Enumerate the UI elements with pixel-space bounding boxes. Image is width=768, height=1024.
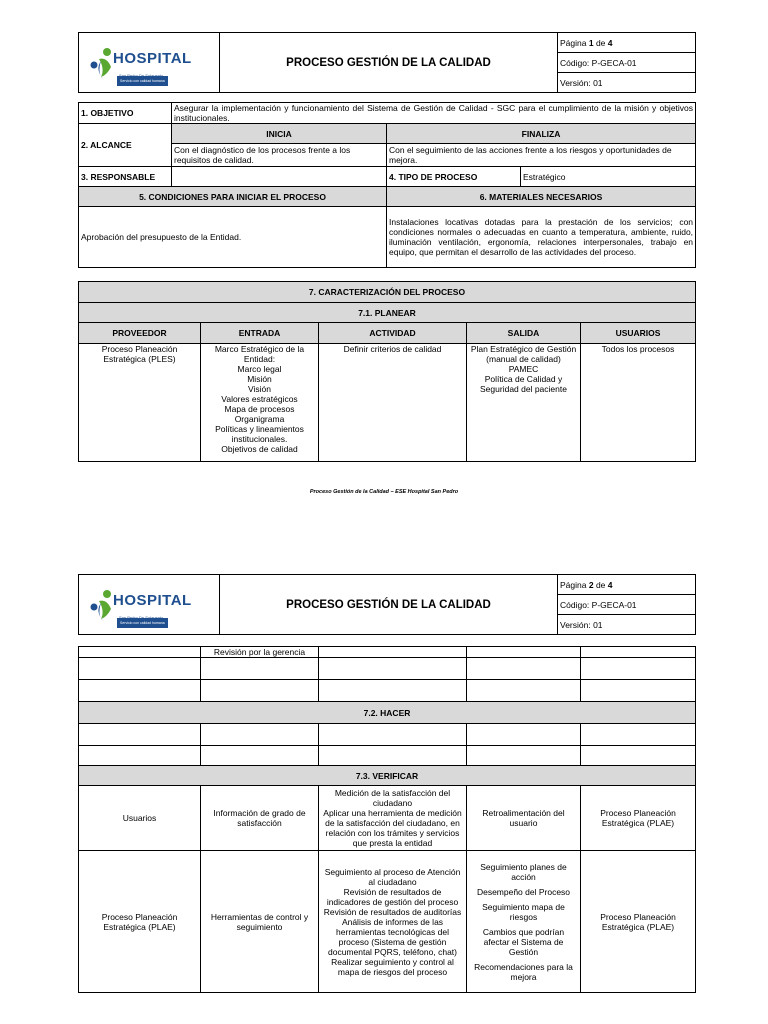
verificar-entrada-1: Información de grado de satisfacción (201, 786, 319, 851)
hospital-logo (79, 575, 220, 635)
list-item: Políticas y lineamientos institucionales. (215, 424, 304, 444)
page-footer: Proceso Gestión de la Calidad – ESE Hospital San Pedro (309, 489, 459, 495)
list-item: Valores estratégicos (221, 394, 298, 404)
materiales-label: 6. MATERIALES NECESARIOS (387, 187, 696, 207)
page-number: Página 2 de 4 (558, 575, 696, 595)
document-code: Código: P-GECA-01 (558, 595, 696, 615)
caracterizacion-table (78, 281, 696, 462)
list-item: Mapa de procesos (224, 404, 295, 414)
verificar-salida-2 (467, 851, 581, 993)
list-item: Recomendaciones para la mejora (474, 961, 573, 982)
general-info-table (78, 102, 696, 268)
verificar-actividad-1 (319, 786, 467, 851)
col-proveedor: PROVEEDOR (79, 323, 201, 344)
document-title: PROCESO GESTIÓN DE LA CALIDAD (220, 33, 558, 93)
verificar-actividad-2 (319, 851, 467, 993)
verificar-entrada-2: Herramientas de control y seguimiento (201, 851, 319, 993)
hacer-label: 7.2. HACER (79, 702, 696, 724)
list-item: Revisión de resultados de indicadores de gestión del proceso (326, 886, 459, 907)
table-row (79, 680, 696, 702)
col-usuarios: USUARIOS (581, 323, 696, 344)
list-item: Objetivos de calidad (221, 444, 298, 454)
list-item: Marco legal (237, 364, 282, 374)
tipo-proceso-text: Estratégico (521, 167, 696, 187)
logo-tagline: Servicio con calidad humana (117, 618, 168, 628)
list-item: Seguimiento planes de acción (480, 861, 567, 882)
list-item: PAMEC (508, 364, 539, 374)
caracterizacion-table-continued (78, 646, 696, 993)
list-item: Política de Calidad y Seguridad del paciente (480, 374, 567, 394)
table-row (79, 786, 696, 851)
table-row (79, 344, 696, 462)
list-item: Cambios que podrían afectar el Sistema de Gestión (482, 926, 565, 957)
table-row (79, 658, 696, 680)
table-row (79, 647, 696, 658)
table-row (79, 724, 696, 746)
verificar-usuarios-2: Proceso Planeación Estratégica (PLAE) (581, 851, 696, 993)
page-number: Página 1 de 4 (558, 33, 696, 53)
logo-tagline: Servicio con calidad humana (117, 76, 168, 86)
tipo-proceso-label: 4. TIPO DE PROCESO (387, 167, 521, 187)
logo-wordmark: HOSPITAL (113, 591, 192, 609)
condiciones-label: 5. CONDICIONES PARA INICIAR EL PROCESO (79, 187, 387, 207)
responsable-label: 3. RESPONSABLE (79, 167, 172, 187)
table-row (79, 746, 696, 766)
list-item: Misión (247, 374, 272, 384)
col-actividad: ACTIVIDAD (319, 323, 467, 344)
table-row (79, 851, 696, 993)
materiales-text: Instalaciones locativas dotadas para la prestación de los servicios; con condiciones normales o adecuadas en cuanto a temperatura, ambiente, ruido, iluminación ventilación, ergonomía, relaciones interpersonales, trabajo en equipo, que permitan el desarrollo de las actividades del proceso. (387, 207, 696, 268)
alcance-label: 2. ALCANCE (79, 124, 172, 167)
planear-proveedor: Proceso Planeación Estratégica (PLES) (79, 344, 201, 462)
col-salida: SALIDA (467, 323, 581, 344)
list-item: Seguimiento mapa de riesgos (482, 901, 565, 922)
planear-entrada (201, 344, 319, 462)
page1-header (78, 32, 696, 93)
planear-usuarios: Todos los procesos (581, 344, 696, 462)
finaliza-text: Con el seguimiento de las acciones frente a los riesgos y oportunidades de mejora. (387, 144, 696, 167)
logo-wordmark: HOSPITAL (113, 49, 192, 67)
inicia-text: Con el diagnóstico de los procesos frente a los requisitos de calidad. (172, 144, 387, 167)
objetivo-label: 1. OBJETIVO (79, 103, 172, 124)
responsable-text (172, 167, 387, 187)
col-entrada: ENTRADA (201, 323, 319, 344)
hospital-logo (79, 33, 220, 93)
planear-salida (467, 344, 581, 462)
objetivo-text: Asegurar la implementación y funcionamiento del Sistema de Gestión de Calidad - SGC para el cumplimiento de la misión y objetivos institucionales. (172, 103, 696, 124)
list-item: Organigrama (234, 414, 285, 424)
carry-entrada: Revisión por la gerencia (201, 647, 319, 658)
list-item: Medición de la satisfacción del ciudadano (334, 788, 451, 808)
verificar-usuarios-1: Proceso Planeación Estratégica (PLAE) (581, 786, 696, 851)
list-item: Realizar seguimiento y control al mapa de riesgos del proceso (331, 956, 454, 977)
list-item: Aplicar una herramienta de medición de la satisfacción del ciudadano, en relación con los trámites y servicios que presta la entidad (323, 808, 462, 848)
planear-label: 7.1. PLANEAR (79, 303, 696, 323)
inicia-label: INICIA (172, 124, 387, 144)
verificar-salida-1: Retroalimentación del usuario (467, 786, 581, 851)
condiciones-text: Aprobación del presupuesto de la Entidad. (79, 207, 387, 268)
caracterizacion-label: 7. CARACTERIZACIÓN DEL PROCESO (79, 282, 696, 303)
list-item: Visión (248, 384, 271, 394)
verificar-proveedor-1: Usuarios (79, 786, 201, 851)
list-item: Desempeño del Proceso (476, 886, 571, 897)
document-version: Versión: 01 (558, 73, 696, 93)
list-item: Marco Estratégico de la Entidad: (214, 344, 305, 364)
list-item: Seguimiento al proceso de Atención al ciudadano (324, 866, 461, 887)
planear-actividad: Definir criterios de calidad (319, 344, 467, 462)
document-title: PROCESO GESTIÓN DE LA CALIDAD (220, 575, 558, 635)
list-item: Plan Estratégico de Gestión (manual de calidad) (470, 344, 577, 364)
list-item: Análisis de informes de las herramientas tecnológicas del proceso (Sistema de gestión documental PQRS, teléfono, chat) (328, 916, 457, 957)
page2-header (78, 574, 696, 635)
finaliza-label: FINALIZA (387, 124, 696, 144)
list-item: Revisión de resultados de auditorías (323, 906, 462, 917)
verificar-proveedor-2: Proceso Planeación Estratégica (PLAE) (79, 851, 201, 993)
verificar-label: 7.3. VERIFICAR (79, 766, 696, 786)
document-version: Versión: 01 (558, 615, 696, 635)
document-code: Código: P-GECA-01 (558, 53, 696, 73)
